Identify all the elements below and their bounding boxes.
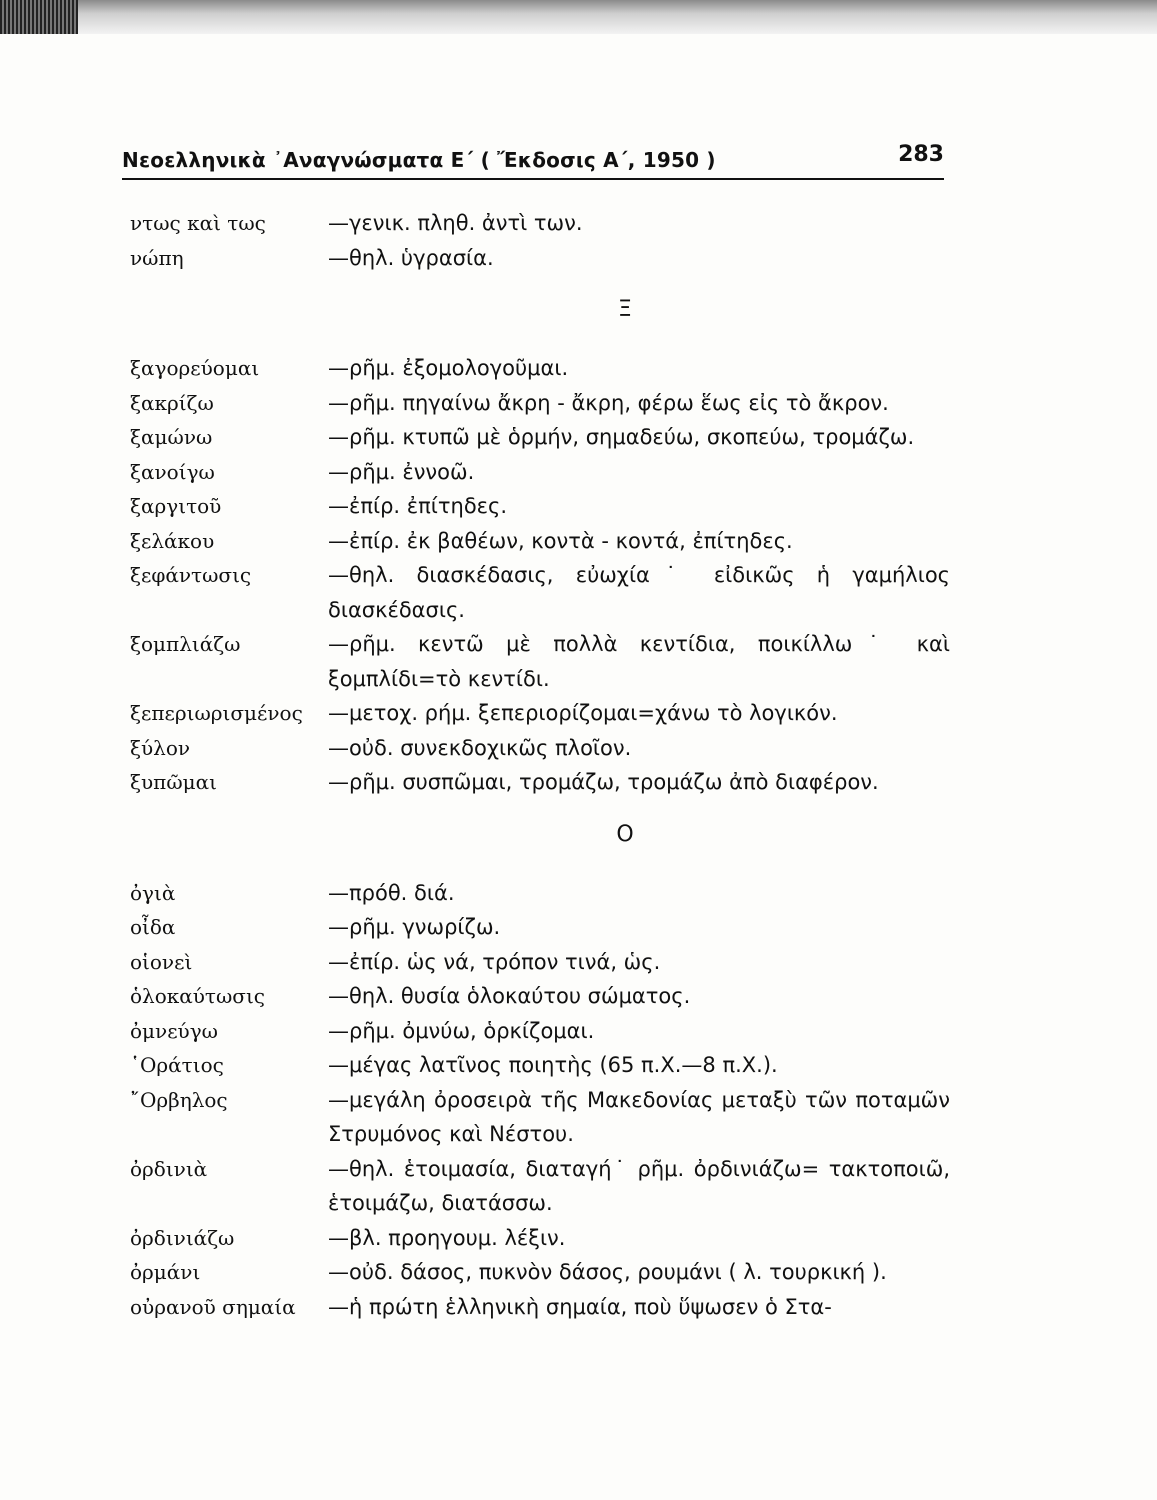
entry-definition: —μεγάλη ὀροσειρὰ τῆς Μακεδονίας μεταξὺ τῶν ποταμῶν Στρυμόνος καὶ Νέστου.: [328, 1087, 950, 1146]
entry-term: ξυπῶμαι: [130, 770, 217, 794]
entry-definition: —ἐπίρ. ἐκ βαθέων, κοντὰ - κοντά, ἐπίτηδες.: [328, 528, 793, 553]
entry-term: ξύλον: [130, 735, 191, 760]
scan-binding-shadow: [0, 0, 78, 34]
header-rule: [122, 178, 944, 180]
scan-top-edge: [0, 0, 1157, 34]
glossary-group-top: [130, 206, 950, 275]
entry-term: ξαγορεύομαι: [130, 356, 260, 380]
glossary: [130, 206, 950, 1324]
entry-definition: —γενικ. πληθ. ἀντὶ των.: [328, 211, 583, 235]
glossary-entry: [130, 945, 950, 980]
entry-term: οὐρανοῦ σημαία: [130, 1294, 296, 1319]
glossary-entry: [130, 351, 950, 386]
entry-term: ὁλοκαύτωσις: [130, 984, 265, 1008]
entry-term: ξακρίζω: [130, 390, 214, 415]
glossary-entry: [130, 1152, 950, 1221]
glossary-entry: [130, 420, 950, 455]
entry-definition: —ρῆμ. κτυπῶ μὲ ὁρμήν, σημαδεύω, σκοπεύω, τρομάζω.: [328, 425, 915, 449]
entry-term: οἱονεὶ: [130, 949, 193, 974]
entry-definition: —θηλ. ἑτοιμασία, διαταγή˙ ρῆμ. ὀρδινιάζω= τακτοποιῶ, ἑτοιμάζω, διατάσσω.: [328, 1156, 950, 1215]
entry-definition: —ρῆμ. κεντῶ μὲ πολλὰ κεντίδια, ποικίλλω˙ καὶ ξομπλίδι=τὸ κεντίδι.: [328, 632, 950, 691]
entry-term: ξεπεριωρισμένος: [130, 701, 303, 725]
entry-definition: —πρόθ. διά.: [328, 880, 455, 905]
entry-definition: —μετοχ. ρήμ. ξεπεριορίζομαι=χάνω τὸ λογικόν.: [328, 701, 838, 725]
entry-term: ὀρμάνι: [130, 1260, 201, 1284]
glossary-section-omicron: [130, 876, 950, 1325]
entry-definition: —ρῆμ. ἐξομολογοῦμαι.: [328, 356, 569, 380]
glossary-entry: [130, 1255, 950, 1290]
glossary-section-xi: [130, 351, 950, 800]
entry-term: ῎Ορβηλος: [130, 1087, 228, 1112]
entry-definition: —ρῆμ. ἐννοῶ.: [328, 459, 475, 484]
section-letter-xi: Ξ: [618, 297, 632, 322]
entry-definition: —βλ. προηγουμ. λέξιν.: [328, 1225, 566, 1250]
glossary-entry: [130, 1221, 950, 1256]
glossary-entry: [130, 524, 950, 559]
entry-term: ξαργιτοῦ: [130, 494, 222, 518]
entry-definition: —ἐπίρ. ὡς νά, τρόπον τινά, ὡς.: [328, 949, 661, 974]
entry-definition: —ρῆμ. πηγαίνω ἄκρη - ἄκρη, φέρω ἕως εἰς τὸ ἄκρον.: [328, 390, 889, 415]
glossary-entry: [130, 876, 950, 911]
entry-definition: —ἐπίρ. ἐπίτηδες.: [328, 494, 508, 518]
entry-definition: —μέγας λατῖνος ποιητὴς (65 π.Χ.—8 π.Χ.).: [328, 1053, 778, 1077]
entry-term: ὀμνεύγω: [130, 1018, 218, 1043]
entry-definition: —ρῆμ. συσπῶμαι, τρομάζω, τρομάζω ἀπὸ διαφέρον.: [328, 770, 879, 794]
glossary-entry: [130, 489, 950, 524]
entry-definition: —οὐδ. συνεκδοχικῶς πλοῖον.: [328, 735, 632, 760]
entry-term: ὀγιὰ: [130, 880, 176, 905]
glossary-entry: [130, 1048, 950, 1083]
entry-definition: —ἡ πρώτη ἑλληνικὴ σημαία, ποὺ ὕψωσεν ὁ Στα-: [328, 1294, 832, 1319]
glossary-entry: [130, 765, 950, 800]
glossary-entry: [130, 696, 950, 731]
entry-definition: —θηλ. ὑγρασία.: [328, 245, 494, 270]
entry-term: οἶδα: [130, 915, 176, 939]
glossary-entry: [130, 979, 950, 1014]
entry-term: ὀρδινιὰ: [130, 1156, 208, 1181]
glossary-entry: [130, 627, 950, 696]
entry-definition: —ρῆμ. ὀμνύω, ὁρκίζομαι.: [328, 1018, 595, 1043]
entry-definition: —οὐδ. δάσος, πυκνὸν δάσος, ρουμάνι ( λ. τουρκική ).: [328, 1260, 887, 1284]
glossary-entry: [130, 558, 950, 627]
glossary-entry: [130, 731, 950, 766]
glossary-entry: [130, 1014, 950, 1049]
running-header: [122, 142, 944, 182]
entry-term: ξομπλιάζω: [130, 632, 241, 656]
entry-term: ξελάκου: [130, 528, 215, 553]
entry-term: ξανοίγω: [130, 459, 215, 484]
glossary-entry: [130, 1290, 950, 1325]
glossary-entry: [130, 910, 950, 945]
page-number: 283: [898, 142, 944, 167]
glossary-entry: [130, 206, 950, 241]
section-letter-omicron: Ο: [616, 821, 634, 847]
glossary-entry: [130, 455, 950, 490]
entry-term: νώπη: [130, 245, 184, 270]
entry-definition: —θηλ. θυσία ὁλοκαύτου σώματος.: [328, 984, 691, 1008]
glossary-entry: [130, 386, 950, 421]
entry-definition: —θηλ. διασκέδασις, εὐωχία˙ εἰδικῶς ἡ γαμήλιος διασκέδασις.: [328, 563, 950, 622]
entry-term: ξαμώνω: [130, 425, 213, 449]
glossary-entry: [130, 241, 950, 276]
glossary-entry: [130, 1083, 950, 1152]
entry-term: ξεφάντωσις: [130, 563, 252, 587]
entry-definition: —ρῆμ. γνωρίζω.: [328, 915, 501, 939]
entry-term: ῾Οράτιος: [130, 1053, 224, 1077]
header-title: Νεοελληνικὰ ᾿Αναγνώσματα Ε΄ ( Ἔκδοσις Α΄, 1950 ): [122, 148, 716, 172]
entry-term: ντως καὶ τως: [130, 211, 266, 235]
entry-term: ὀρδινιάζω: [130, 1225, 235, 1250]
